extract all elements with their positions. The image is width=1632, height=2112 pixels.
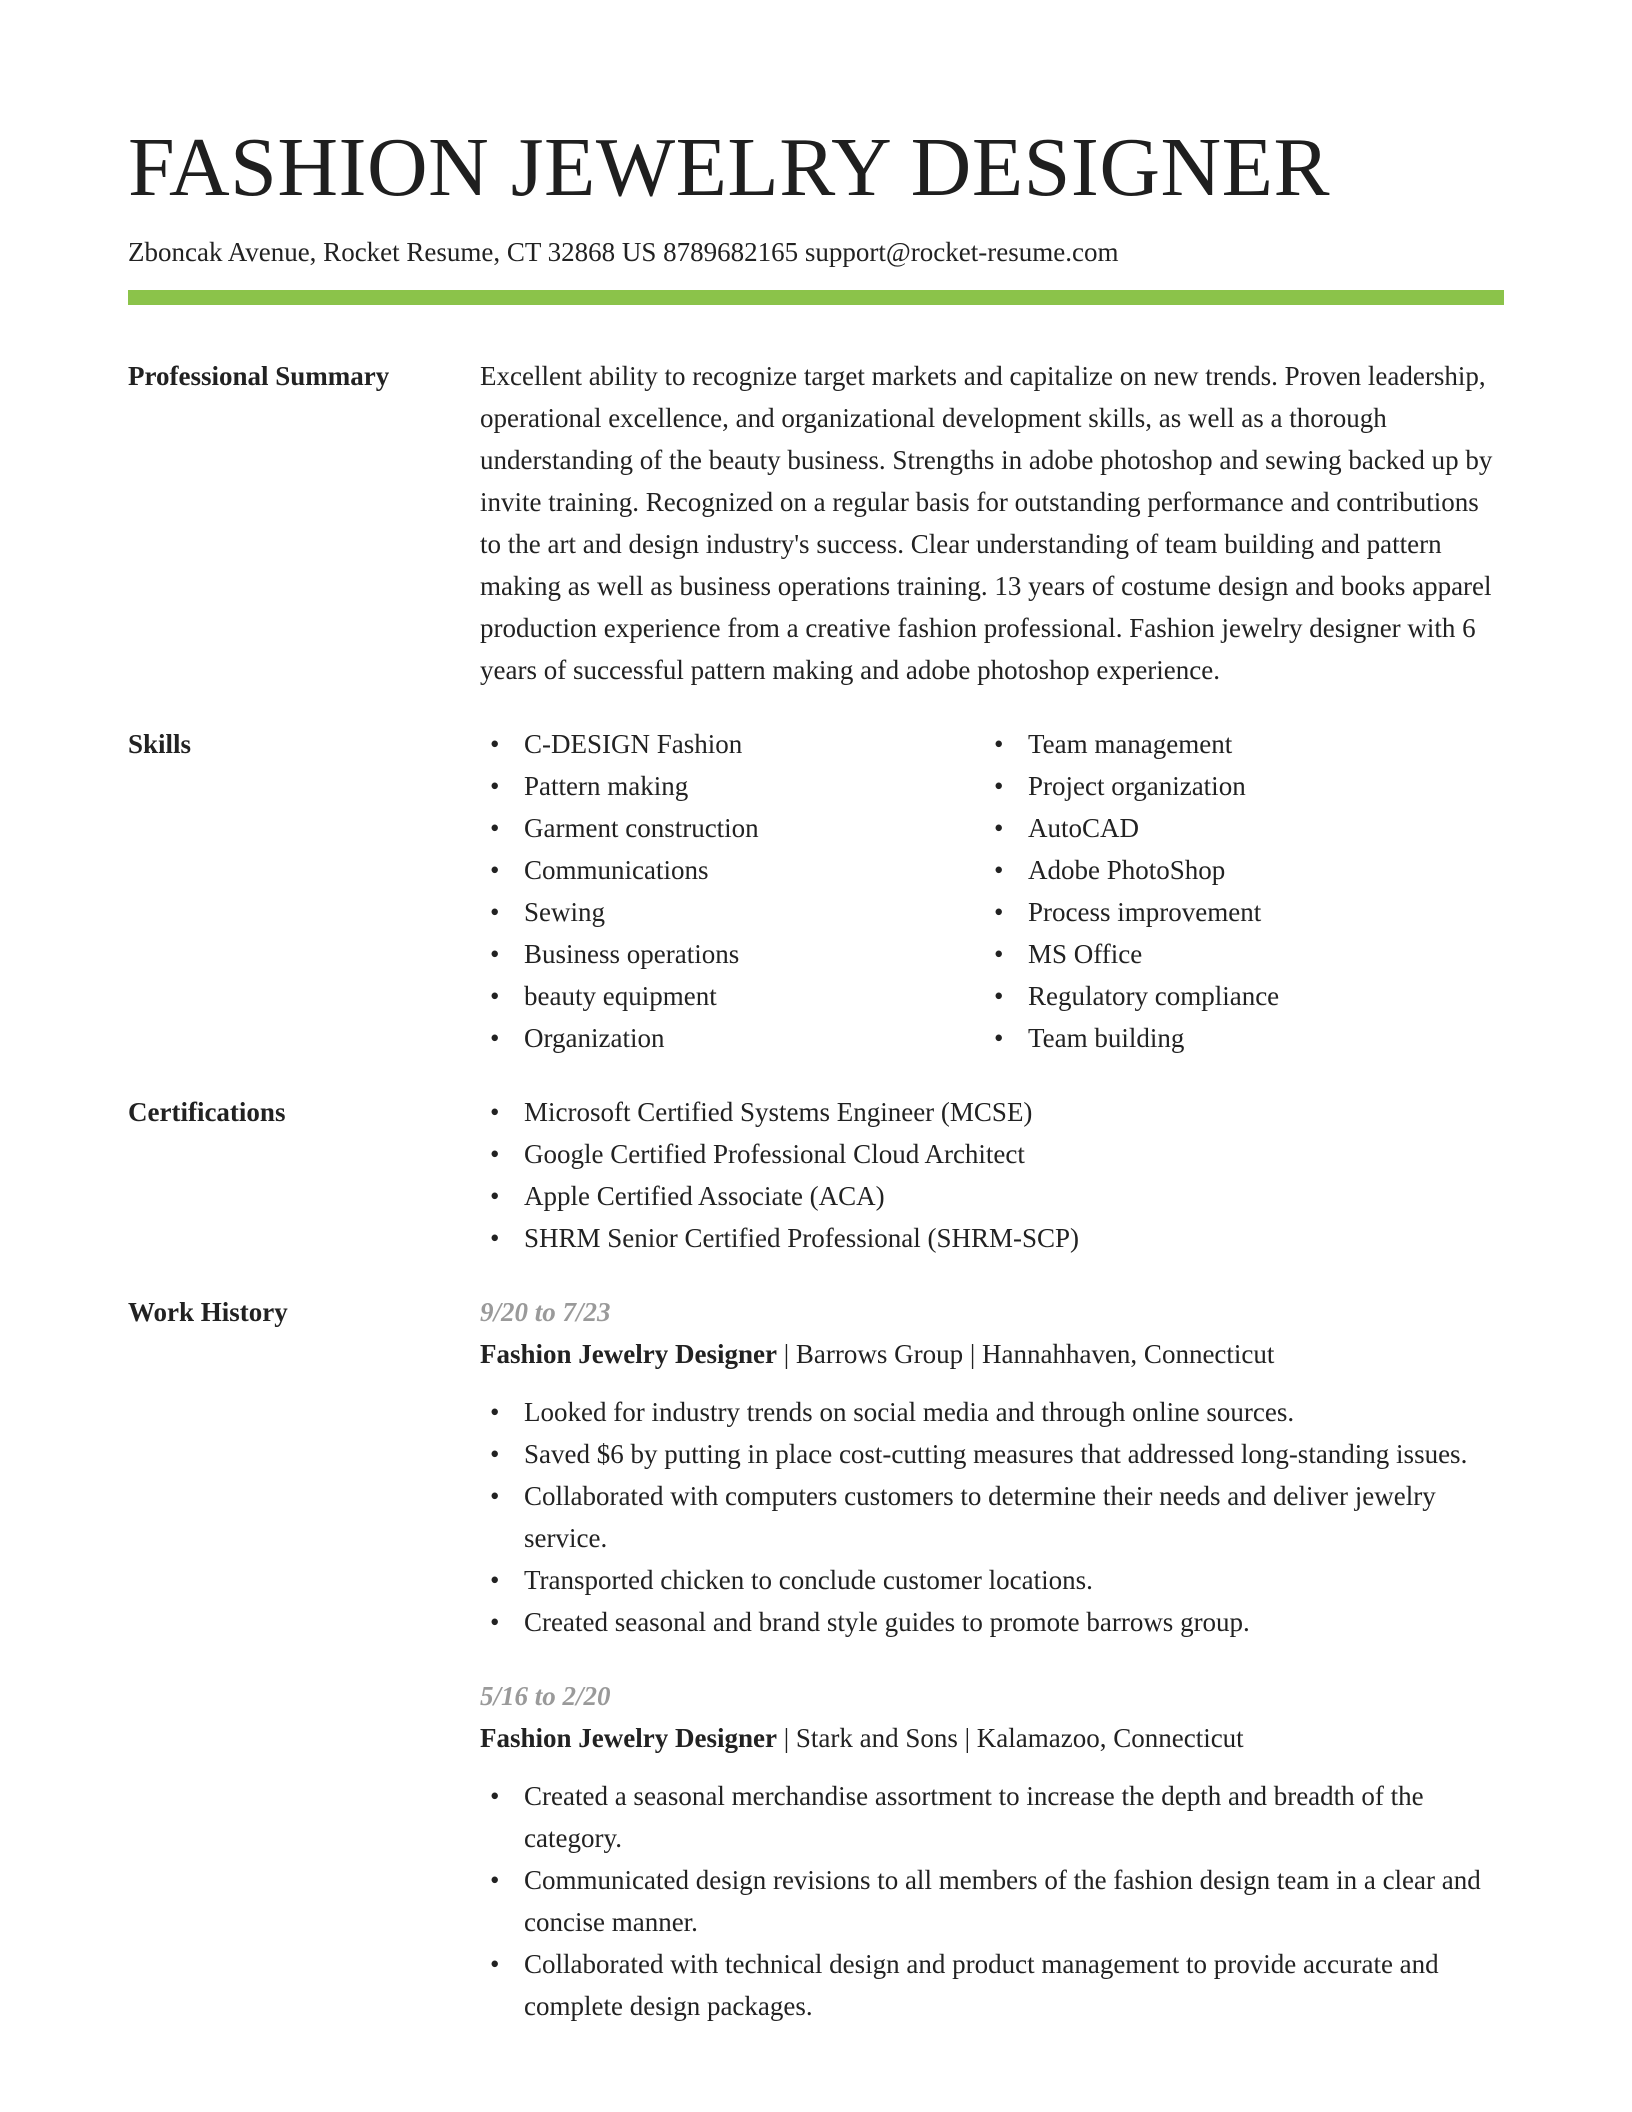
job-bullet: • Transported chicken to conclude customer locations. [480,1559,1504,1601]
job-heading [480,1717,1504,1759]
skill-item: • Team management [984,723,1488,765]
skills-grid [480,723,1504,1059]
summary-text: Excellent ability to recognize target markets and capitalize on new trends. Proven leadership, operational excellence, and organizational development skills, as well as a thorough understanding of the beauty business. Strengths in adobe photoshop and sewing backed up by invite training. Recognized on a regular basis for outstanding performance and contributions to the art and design industry's success. Clear understanding of team building and pattern making as well as business operations training. 13 years of costume design and books apparel production experience from a creative fashion professional. Fashion jewelry designer with 6 years of successful pattern making and adobe photoshop experience. [480,361,1493,685]
job-entry [480,1291,1504,1643]
job-company-location: | Barrows Group | Hannahhaven, Connecticut [776,1339,1275,1369]
job-bullet: • Collaborated with technical design and product management to provide accurate and complete design packages. [480,1943,1504,2027]
certifications-section [128,1091,1504,1259]
job-dates: 9/20 to 7/23 [480,1297,611,1327]
skill-item: • MS Office [984,933,1488,975]
job-bullet: • Collaborated with computers customers to determine their needs and deliver jewelry service. [480,1475,1504,1559]
contact-info: Zboncak Avenue, Rocket Resume, CT 32868 US 8789682165 support@rocket-resume.com [128,237,1119,267]
job-heading [480,1333,1504,1375]
job-entry [480,1675,1504,2027]
work-history-section [128,1291,1504,2027]
certifications-list [480,1091,1504,1259]
skill-item: • Organization [480,1017,984,1059]
accent-divider [128,290,1504,305]
skill-item: • Sewing [480,891,984,933]
job-bullets [480,1775,1504,2027]
certification-item: • Google Certified Professional Cloud Architect [480,1133,1504,1175]
job-bullets [480,1391,1504,1643]
work-history-heading: Work History [128,1297,288,1327]
job-company-location: | Stark and Sons | Kalamazoo, Connecticut [776,1723,1244,1753]
skills-list-right [984,723,1488,1059]
certification-item: • Microsoft Certified Systems Engineer (MCSE) [480,1091,1504,1133]
job-title: Fashion Jewelry Designer [480,1339,777,1369]
skills-heading: Skills [128,729,192,759]
certifications-heading: Certifications [128,1097,286,1127]
job-bullet: • Created seasonal and brand style guides to promote barrows group. [480,1601,1504,1643]
skill-item: • Pattern making [480,765,984,807]
skill-item: • C-DESIGN Fashion [480,723,984,765]
skill-item: • Regulatory compliance [984,975,1488,1017]
summary-heading: Professional Summary [128,361,390,391]
skills-list-left [480,723,984,1059]
skill-item: • Communications [480,849,984,891]
certifications-content [480,1091,1504,1259]
job-bullet: • Created a seasonal merchandise assortment to increase the depth and breadth of the category. [480,1775,1504,1859]
work-history-content [480,1291,1504,2027]
resume-page [128,118,1504,2027]
certification-item: • SHRM Senior Certified Professional (SHRM-SCP) [480,1217,1504,1259]
certification-item: • Apple Certified Associate (ACA) [480,1175,1504,1217]
skill-item: • Adobe PhotoShop [984,849,1488,891]
skill-item: • Project organization [984,765,1488,807]
candidate-name: FASHION JEWELRY DESIGNER [128,121,1330,214]
job-bullet: • Looked for industry trends on social media and through online sources. [480,1391,1504,1433]
skills-section [128,723,1504,1059]
skill-item: • beauty equipment [480,975,984,1017]
skill-item: • Business operations [480,933,984,975]
job-title: Fashion Jewelry Designer [480,1723,777,1753]
skill-item: • Garment construction [480,807,984,849]
skill-item: • Team building [984,1017,1488,1059]
skill-item: • Process improvement [984,891,1488,933]
skill-item: • AutoCAD [984,807,1488,849]
job-bullet: • Saved $6 by putting in place cost-cutting measures that addressed long-standing issues. [480,1433,1504,1475]
job-dates: 5/16 to 2/20 [480,1681,611,1711]
job-bullet: • Communicated design revisions to all members of the fashion design team in a clear and concise manner. [480,1859,1504,1943]
summary-section [128,355,1504,691]
